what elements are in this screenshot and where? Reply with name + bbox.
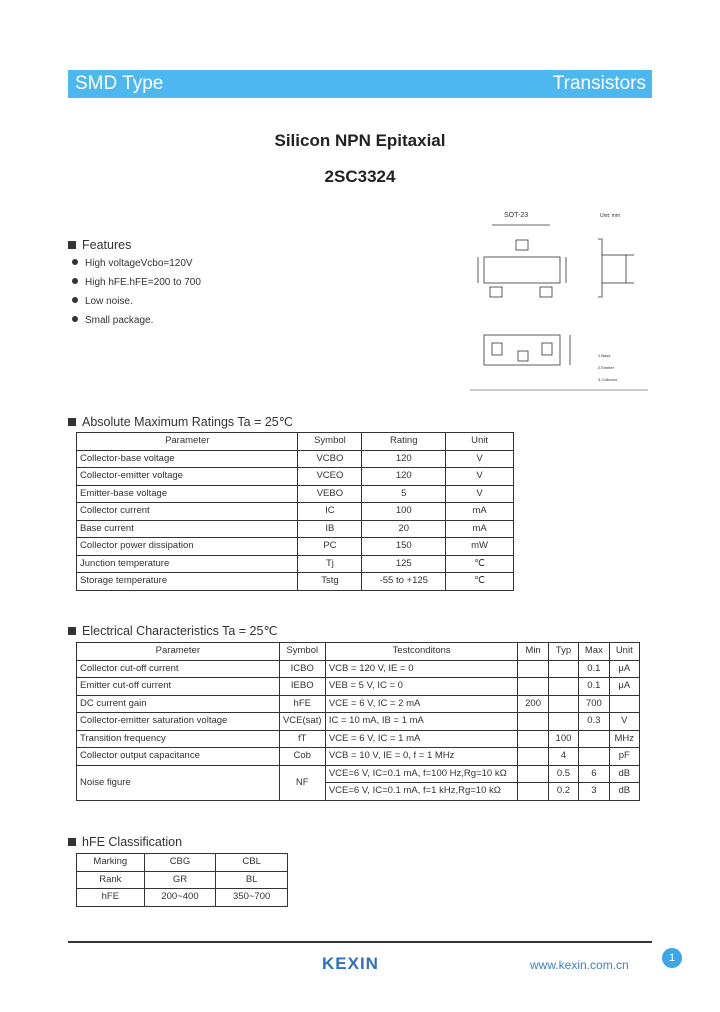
table-row (77, 555, 514, 573)
cell (518, 660, 548, 678)
table-row (77, 538, 514, 556)
cell: VCE(sat) (279, 713, 325, 731)
cell: Collector output capacitance (77, 748, 280, 766)
table-row (77, 450, 514, 468)
cell: fT (279, 730, 325, 748)
footer-divider (68, 941, 652, 943)
cell: 150 (362, 538, 446, 556)
feature-item (72, 275, 201, 294)
table-row (77, 520, 514, 538)
cell: Rank (77, 871, 145, 889)
pin-label: 1.Base (598, 353, 611, 358)
cell: 20 (362, 520, 446, 538)
cell: DC current gain (77, 695, 280, 713)
cell: Base current (77, 520, 298, 538)
hfe-class-table (76, 853, 288, 907)
cell: Collector current (77, 503, 298, 521)
cell: ICBO (279, 660, 325, 678)
package-label: SOT-23 (504, 212, 529, 219)
page-number-badge: 1 (662, 948, 682, 968)
table-row (77, 485, 514, 503)
table-row (77, 765, 640, 783)
cell (548, 695, 578, 713)
cell: 6 (579, 765, 609, 783)
cell (548, 713, 578, 731)
abs-max-heading (68, 414, 293, 429)
cell: Emitter-base voltage (77, 485, 298, 503)
feature-item (72, 313, 201, 332)
cell: VEB = 5 V, IC = 0 (325, 678, 518, 696)
cell: μA (609, 678, 639, 696)
cell: CBL (216, 854, 288, 872)
cell: 100 (362, 503, 446, 521)
footer-url[interactable]: www.kexin.com.cn (530, 958, 629, 972)
dot-bullet-icon (72, 259, 78, 265)
cell (518, 678, 548, 696)
table-row (77, 871, 288, 889)
feature-text: High hFE.hFE=200 to 700 (85, 277, 201, 288)
cell: dB (609, 765, 639, 783)
cell (548, 660, 578, 678)
cell: Collector power dissipation (77, 538, 298, 556)
table-row (77, 468, 514, 486)
dot-bullet-icon (72, 297, 78, 303)
cell: mA (446, 520, 514, 538)
cell (609, 695, 639, 713)
feature-text: Low noise. (85, 296, 133, 307)
table-header-row (77, 643, 640, 661)
cell: V (446, 450, 514, 468)
elec-heading (68, 623, 277, 638)
cell: VCE=6 V, IC=0.1 mA, f=100 Hz,Rg=10 kΩ (325, 765, 518, 783)
cell (518, 783, 548, 801)
cell: VCE = 6 V, IC = 1 mA (325, 730, 518, 748)
cell: VCE=6 V, IC=0.1 mA, f=1 kHz,Rg=10 kΩ (325, 783, 518, 801)
package-outline-diagram (470, 205, 648, 393)
table-row (77, 660, 640, 678)
cell: dB (609, 783, 639, 801)
cell: 200~400 (144, 889, 216, 907)
table-row (77, 713, 640, 731)
part-number: 2SC3324 (324, 167, 396, 186)
cell: 5 (362, 485, 446, 503)
cell: Marking (77, 854, 145, 872)
header-right: Transistors (552, 73, 646, 94)
cell: mA (446, 503, 514, 521)
table-header-row (77, 433, 514, 451)
cell: 125 (362, 555, 446, 573)
hfe-class-heading (68, 835, 182, 849)
cell: IC (298, 503, 362, 521)
kexin-logo: KEXIN (322, 954, 379, 973)
table-row (77, 748, 640, 766)
square-bullet-icon (68, 627, 76, 635)
cell: V (609, 713, 639, 731)
cell: VCB = 120 V, IE = 0 (325, 660, 518, 678)
cell (518, 748, 548, 766)
cell: ℃ (446, 573, 514, 591)
cell (579, 730, 609, 748)
cell: Collector-base voltage (77, 450, 298, 468)
cell: VCE = 6 V, IC = 2 mA (325, 695, 518, 713)
cell: CBG (144, 854, 216, 872)
cell: Junction temperature (77, 555, 298, 573)
cell: 0.1 (579, 678, 609, 696)
cell: GR (144, 871, 216, 889)
cell: BL (216, 871, 288, 889)
header-bar (68, 70, 652, 98)
cell: 120 (362, 468, 446, 486)
unit-label: Unit: mm (600, 213, 620, 219)
column-header: Testconditons (325, 643, 518, 661)
dot-bullet-icon (72, 316, 78, 322)
cell: 3 (579, 783, 609, 801)
features-list (72, 256, 201, 332)
cell: 0.2 (548, 783, 578, 801)
cell (548, 678, 578, 696)
features-heading-text: Features (82, 238, 132, 252)
square-bullet-icon (68, 241, 76, 249)
cell: MHz (609, 730, 639, 748)
cell: NF (279, 765, 325, 800)
features-heading (68, 238, 131, 252)
cell: IEBO (279, 678, 325, 696)
cell: V (446, 485, 514, 503)
cell: Collector-emitter voltage (77, 468, 298, 486)
cell: 4 (548, 748, 578, 766)
pin-label: 2.Emitter (598, 365, 615, 370)
column-header: Typ (548, 643, 578, 661)
feature-item (72, 294, 201, 313)
table-row (77, 678, 640, 696)
cell: Collector-emitter saturation voltage (77, 713, 280, 731)
cell (518, 765, 548, 783)
cell: V (446, 468, 514, 486)
cell: 100 (548, 730, 578, 748)
cell: 0.5 (548, 765, 578, 783)
column-header: Parameter (77, 643, 280, 661)
column-header: Symbol (279, 643, 325, 661)
feature-text: Small package. (85, 315, 154, 326)
pin-label: 3.Collector (598, 377, 618, 382)
cell: Tstg (298, 573, 362, 591)
column-header: Unit (446, 433, 514, 451)
cell: 350~700 (216, 889, 288, 907)
cell: Noise figure (77, 765, 280, 800)
square-bullet-icon (68, 418, 76, 426)
cell: hFE (77, 889, 145, 907)
cell: 120 (362, 450, 446, 468)
abs-max-heading-text: Absolute Maximum Ratings Ta = 25℃ (82, 415, 293, 429)
table-row (77, 730, 640, 748)
cell: -55 to +125 (362, 573, 446, 591)
feature-text: High voltageVcbo=120V (85, 258, 193, 269)
column-header: Parameter (77, 433, 298, 451)
cell: Cob (279, 748, 325, 766)
column-header: Rating (362, 433, 446, 451)
cell: ℃ (446, 555, 514, 573)
column-header: Min (518, 643, 548, 661)
cell: 700 (579, 695, 609, 713)
table-row (77, 573, 514, 591)
header-left: SMD Type (75, 73, 164, 94)
abs-max-table (76, 432, 514, 591)
cell: mW (446, 538, 514, 556)
cell (579, 748, 609, 766)
cell: 0.3 (579, 713, 609, 731)
cell: VEBO (298, 485, 362, 503)
table-row (77, 503, 514, 521)
elec-heading-text: Electrical Characteristics Ta = 25℃ (82, 624, 278, 638)
column-header: Unit (609, 643, 639, 661)
cell: Transition frequency (77, 730, 280, 748)
column-header: Max (579, 643, 609, 661)
column-header: Symbol (298, 433, 362, 451)
page-title: Silicon NPN Epitaxial (274, 131, 446, 150)
cell (518, 730, 548, 748)
cell: μA (609, 660, 639, 678)
cell: 0.1 (579, 660, 609, 678)
cell: Tj (298, 555, 362, 573)
feature-item (72, 256, 201, 275)
cell: IB (298, 520, 362, 538)
hfe-class-heading-text: hFE Classification (82, 835, 183, 849)
table-row (77, 889, 288, 907)
cell: Emitter cut-off current (77, 678, 280, 696)
cell: pF (609, 748, 639, 766)
cell (518, 713, 548, 731)
cell: hFE (279, 695, 325, 713)
elec-table (76, 642, 640, 801)
cell: Storage temperature (77, 573, 298, 591)
table-row (77, 695, 640, 713)
table-row (77, 854, 288, 872)
dot-bullet-icon (72, 278, 78, 284)
square-bullet-icon (68, 838, 76, 846)
cell: VCB = 10 V, IE = 0, f = 1 MHz (325, 748, 518, 766)
cell: VCEO (298, 468, 362, 486)
cell: VCBO (298, 450, 362, 468)
cell: Collector cut-off current (77, 660, 280, 678)
cell: PC (298, 538, 362, 556)
cell: 200 (518, 695, 548, 713)
cell: IC = 10 mA, IB = 1 mA (325, 713, 518, 731)
